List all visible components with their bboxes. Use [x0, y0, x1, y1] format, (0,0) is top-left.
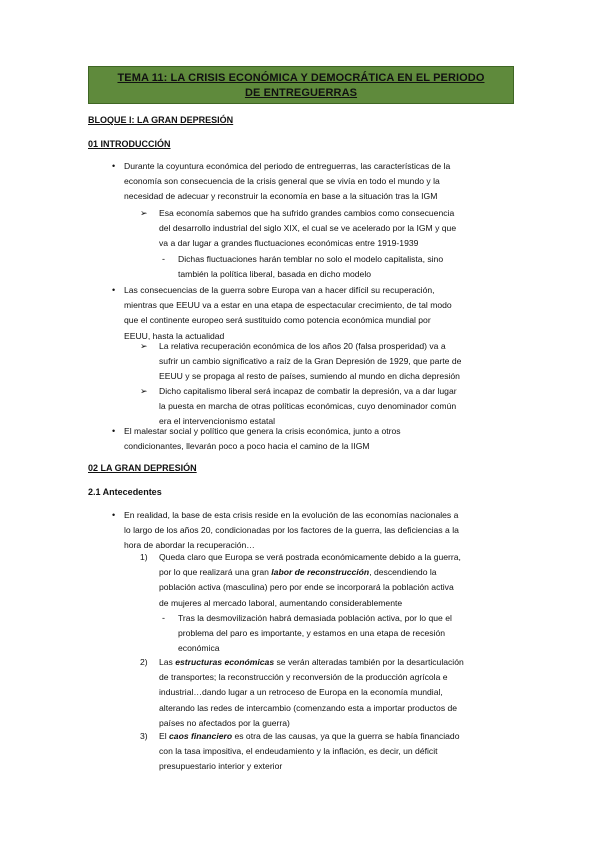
title-banner	[88, 66, 514, 104]
text-line	[159, 655, 464, 670]
text-line: EEUU y se propaga al resto de países, sumiendo al mundo en dicha depresión	[159, 371, 460, 382]
text-line: del desarrollo industrial del siglo XIX, el cual se ve acelerado por la IGM y que	[159, 223, 457, 234]
text-line: Dicho capitalismo liberal será incapaz de combatir la depresión, va a dar lugar	[159, 386, 457, 396]
paragraph	[178, 252, 443, 282]
text-run: Las	[159, 657, 176, 667]
list-number: 3)	[140, 731, 148, 741]
text-line: va a dar lugar a grandes fluctuaciones económicas entre 1919-1939	[159, 238, 419, 249]
text-line: EEUU, hasta la actualidad	[124, 330, 225, 341]
text-line	[159, 729, 459, 744]
text-run: se verán alteradas también por la desarticulación	[274, 657, 464, 667]
text-line: países no afectados por la guerra)	[159, 717, 290, 728]
text-line: con la tasa impositiva, el endeudamiento y la inflación, es decir, un déficit	[159, 746, 438, 757]
emphasis-text: caos financiero	[169, 731, 233, 741]
text-line: de transportes; la reconstrucción y reconversión de la producción agrícola e	[159, 672, 448, 683]
text-line: Queda claro que Europa se verá postrada económicamente debido a la guerra,	[159, 552, 461, 562]
paragraph	[159, 550, 461, 611]
text-run: por lo que realizará una gran	[159, 567, 272, 578]
section-02-heading: 02 LA GRAN DEPRESIÓN	[88, 463, 197, 473]
text-run: es otra de las causas, ya que la guerra se había financiado	[232, 731, 460, 741]
list-number: 2)	[140, 657, 148, 667]
text-line: problema del paro es importante, y estamos en una etapa de recesión	[178, 628, 446, 639]
text-line: lo largo de los años 20, condicionadas por los factores de la guerra, las deficiencias a la	[124, 525, 459, 536]
text-line: economía son consecuencia de la crisis general que se vivía en todo el mundo y la	[124, 176, 440, 187]
text-line: condicionantes, llevarán poco a poco hacia el camino de la IIGM	[124, 441, 370, 452]
text-line: sufrir un cambio significativo a raíz de la Gran Depresión de 1929, que parte de	[159, 356, 462, 367]
text-line: Durante la coyuntura económica del periodo de entreguerras, las características de la	[124, 161, 451, 171]
text-line: Tras la desmovilización habrá demasiada población activa, por lo que el	[178, 613, 452, 623]
text-line: industrial…dando lugar a un retroceso de Europa en la economía mundial,	[159, 687, 443, 698]
text-run: El	[159, 731, 170, 741]
text-line: Dichas fluctuaciones harán temblar no solo el modelo capitalista, sino	[178, 254, 444, 264]
text-line: que el continente europeo será sustituido como potencia económica mundial por	[124, 315, 431, 326]
bullet-icon: •	[112, 426, 116, 436]
bullet-icon: •	[112, 161, 116, 171]
emphasis-text: estructuras económicas	[175, 657, 275, 667]
text-line: económica	[178, 643, 220, 654]
title-line-2: DE ENTREGUERRAS	[244, 87, 358, 99]
paragraph	[124, 508, 459, 554]
bullet-icon: •	[112, 510, 116, 520]
paragraph	[124, 424, 401, 454]
paragraph	[159, 206, 456, 252]
dash-bullet-icon: -	[162, 613, 165, 623]
text-line: la puesta en marcha de otras políticas económicas, cuyo denominador común	[159, 401, 457, 412]
arrow-bullet-icon: ➢	[140, 386, 148, 396]
text-line: era el intervencionismo estatal	[159, 416, 276, 427]
text-line: La relativa recuperación económica de los años 20 (falsa prosperidad) va a	[159, 341, 446, 351]
paragraph	[124, 159, 450, 205]
paragraph	[124, 283, 452, 344]
text-line: mientras que EEUU va a estar en una etapa de espectacular crecimiento, de tal modo	[124, 300, 452, 311]
bullet-icon: •	[112, 285, 116, 295]
list-number: 1)	[140, 552, 148, 562]
paragraph	[159, 339, 461, 385]
title-line-1: TEMA 11: LA CRISIS ECONÓMICA Y DEMOCRÁTICA EN EL PERIODO	[117, 72, 485, 84]
text-line: Las consecuencias de la guerra sobre Europa van a hacer difícil su recuperación,	[124, 285, 435, 295]
text-line: alterando las redes de intercambio (comenzando esta a importar productos de	[159, 702, 458, 713]
text-line: En realidad, la base de esta crisis reside en la evolución de las economías nacionales a	[124, 510, 459, 520]
emphasis-text: labor de reconstrucción	[271, 567, 370, 578]
bloque-heading: BLOQUE I: LA GRAN DEPRESIÓN	[88, 115, 234, 125]
paragraph	[159, 729, 459, 775]
text-line: también la política liberal, basada en dicho modelo	[178, 269, 372, 280]
text-run: , descendiendo la	[369, 567, 437, 578]
text-line: de mujeres al mercado laboral, aumentando considerablemente	[159, 597, 403, 608]
subsection-heading: 2.1 Antecedentes	[88, 487, 162, 497]
paragraph	[178, 611, 452, 657]
text-line: necesidad de adecuar y reconstruir la economía en base a la situación tras la IGM	[124, 191, 438, 202]
text-line: hora de abordar la recuperación…	[124, 540, 255, 551]
paragraph	[159, 655, 464, 731]
text-line: presupuestario interior y exterior	[159, 761, 283, 772]
arrow-bullet-icon: ➢	[140, 341, 148, 351]
text-line: Esa economía sabemos que ha sufrido grandes cambios como consecuencia	[159, 208, 455, 218]
text-line	[159, 565, 461, 580]
dash-bullet-icon: -	[162, 254, 165, 264]
arrow-bullet-icon: ➢	[140, 208, 148, 218]
text-line: población activa (masculina) pero por ende se incorporará la población activa	[159, 582, 454, 593]
paragraph	[159, 384, 457, 430]
section-01-heading: 01 INTRODUCCIÓN	[88, 139, 171, 149]
text-line: El malestar social y político que genera la crisis económica, junto a otros	[124, 426, 401, 436]
